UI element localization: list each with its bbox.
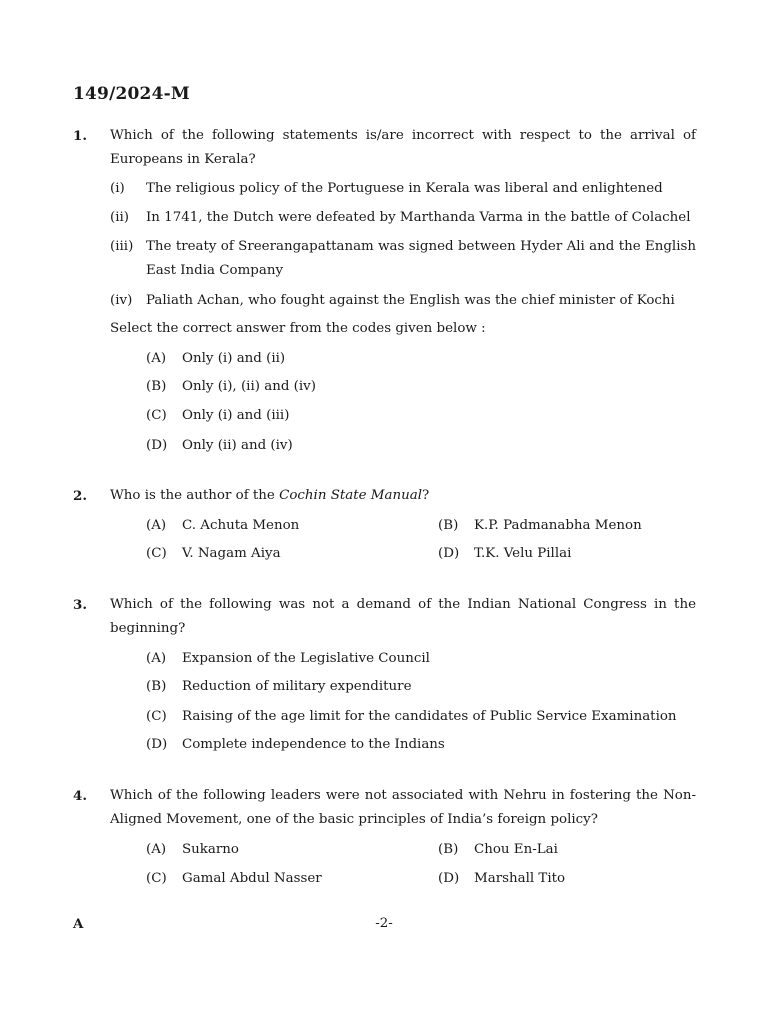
- option-label: (C): [146, 408, 167, 423]
- question-stem: Which of the following leaders were not associated with Nehru in fostering the Non-Aligned Movement, one of the basic principles of India’s foreign policy?: [110, 788, 696, 827]
- option-label: (B): [146, 679, 167, 694]
- option-text: V. Nagam Aiya: [182, 546, 281, 561]
- answer-instruction: [110, 317, 696, 341]
- option-text: Gamal Abdul Nasser: [182, 871, 322, 886]
- option-text: C. Achuta Menon: [182, 518, 300, 533]
- question-stem: Which of the following statements is/are incorrect with respect to the arrival of Europeans in Kerala?: [110, 128, 696, 167]
- statement-iv: [110, 289, 696, 313]
- option-text: Only (i) and (iii): [182, 408, 290, 423]
- question-number: 3.: [73, 597, 87, 613]
- booklet-series: A: [73, 916, 84, 932]
- question-3: [73, 593, 696, 763]
- option-text: Complete independence to the Indians: [182, 737, 445, 752]
- option-text: T.K. Velu Pillai: [474, 546, 572, 561]
- option-label: (A): [146, 518, 167, 533]
- question-number: 4.: [73, 788, 87, 804]
- statement-text: The religious policy of the Portuguese in Kerala was liberal and enlightened: [146, 181, 663, 196]
- statement-ii: [110, 206, 696, 230]
- option-label: (A): [146, 651, 167, 666]
- instruction-text: Select the correct answer from the codes given below :: [110, 321, 486, 336]
- option-label: (A): [146, 842, 167, 857]
- statement-i: [110, 177, 696, 201]
- option-text: Only (ii) and (iv): [182, 438, 293, 453]
- option-label: (C): [146, 709, 167, 724]
- option-label: (D): [146, 438, 168, 453]
- statement-text: Paliath Achan, who fought against the English was the chief minister of Kochi: [146, 293, 675, 308]
- option-text: Chou En-Lai: [474, 842, 558, 857]
- stem-prefix: Who is the author of the: [110, 488, 280, 503]
- statement-label: (ii): [110, 210, 130, 225]
- option-label: (D): [146, 737, 168, 752]
- page-number: -2-: [375, 916, 393, 931]
- option-text: K.P. Padmanabha Menon: [474, 518, 642, 533]
- question-number: 2.: [73, 488, 87, 504]
- option-label: (C): [146, 546, 167, 561]
- question-1: [73, 124, 696, 464]
- option-label: (C): [146, 871, 167, 886]
- statement-text: In 1741, the Dutch were defeated by Marthanda Varma in the battle of Colachel: [146, 210, 691, 225]
- option-label: (B): [146, 379, 167, 394]
- option-label: (B): [438, 842, 459, 857]
- option-label: (D): [438, 871, 460, 886]
- paper-code: 149/2024-M: [73, 84, 190, 104]
- option-label: (B): [438, 518, 459, 533]
- statement-label: (iv): [110, 293, 133, 308]
- statement-text: The treaty of Sreerangapattanam was signed between Hyder Ali and the English East India Company: [146, 239, 696, 278]
- option-text: Reduction of military expenditure: [182, 679, 412, 694]
- statement-iii: [110, 235, 696, 283]
- option-text: Expansion of the Legislative Council: [182, 651, 430, 666]
- stem-suffix: ?: [422, 488, 430, 503]
- question-number: 1.: [73, 128, 87, 144]
- statement-label: (i): [110, 181, 125, 196]
- option-text: Only (i), (ii) and (iv): [182, 379, 316, 394]
- option-text: Raising of the age limit for the candidates of Public Service Examination: [182, 709, 677, 724]
- option-label: (A): [146, 351, 167, 366]
- question-2: [73, 484, 696, 574]
- option-text: Marshall Tito: [474, 871, 566, 886]
- option-label: (D): [438, 546, 460, 561]
- statement-label: (iii): [110, 239, 134, 254]
- question-stem: [110, 484, 696, 508]
- stem-italic-title: Cochin State Manual: [279, 488, 423, 503]
- option-text: Only (i) and (ii): [182, 351, 286, 366]
- question-stem: Which of the following was not a demand of the Indian National Congress in the beginning?: [110, 597, 696, 636]
- question-4: [73, 784, 696, 894]
- option-text: Sukarno: [182, 842, 239, 857]
